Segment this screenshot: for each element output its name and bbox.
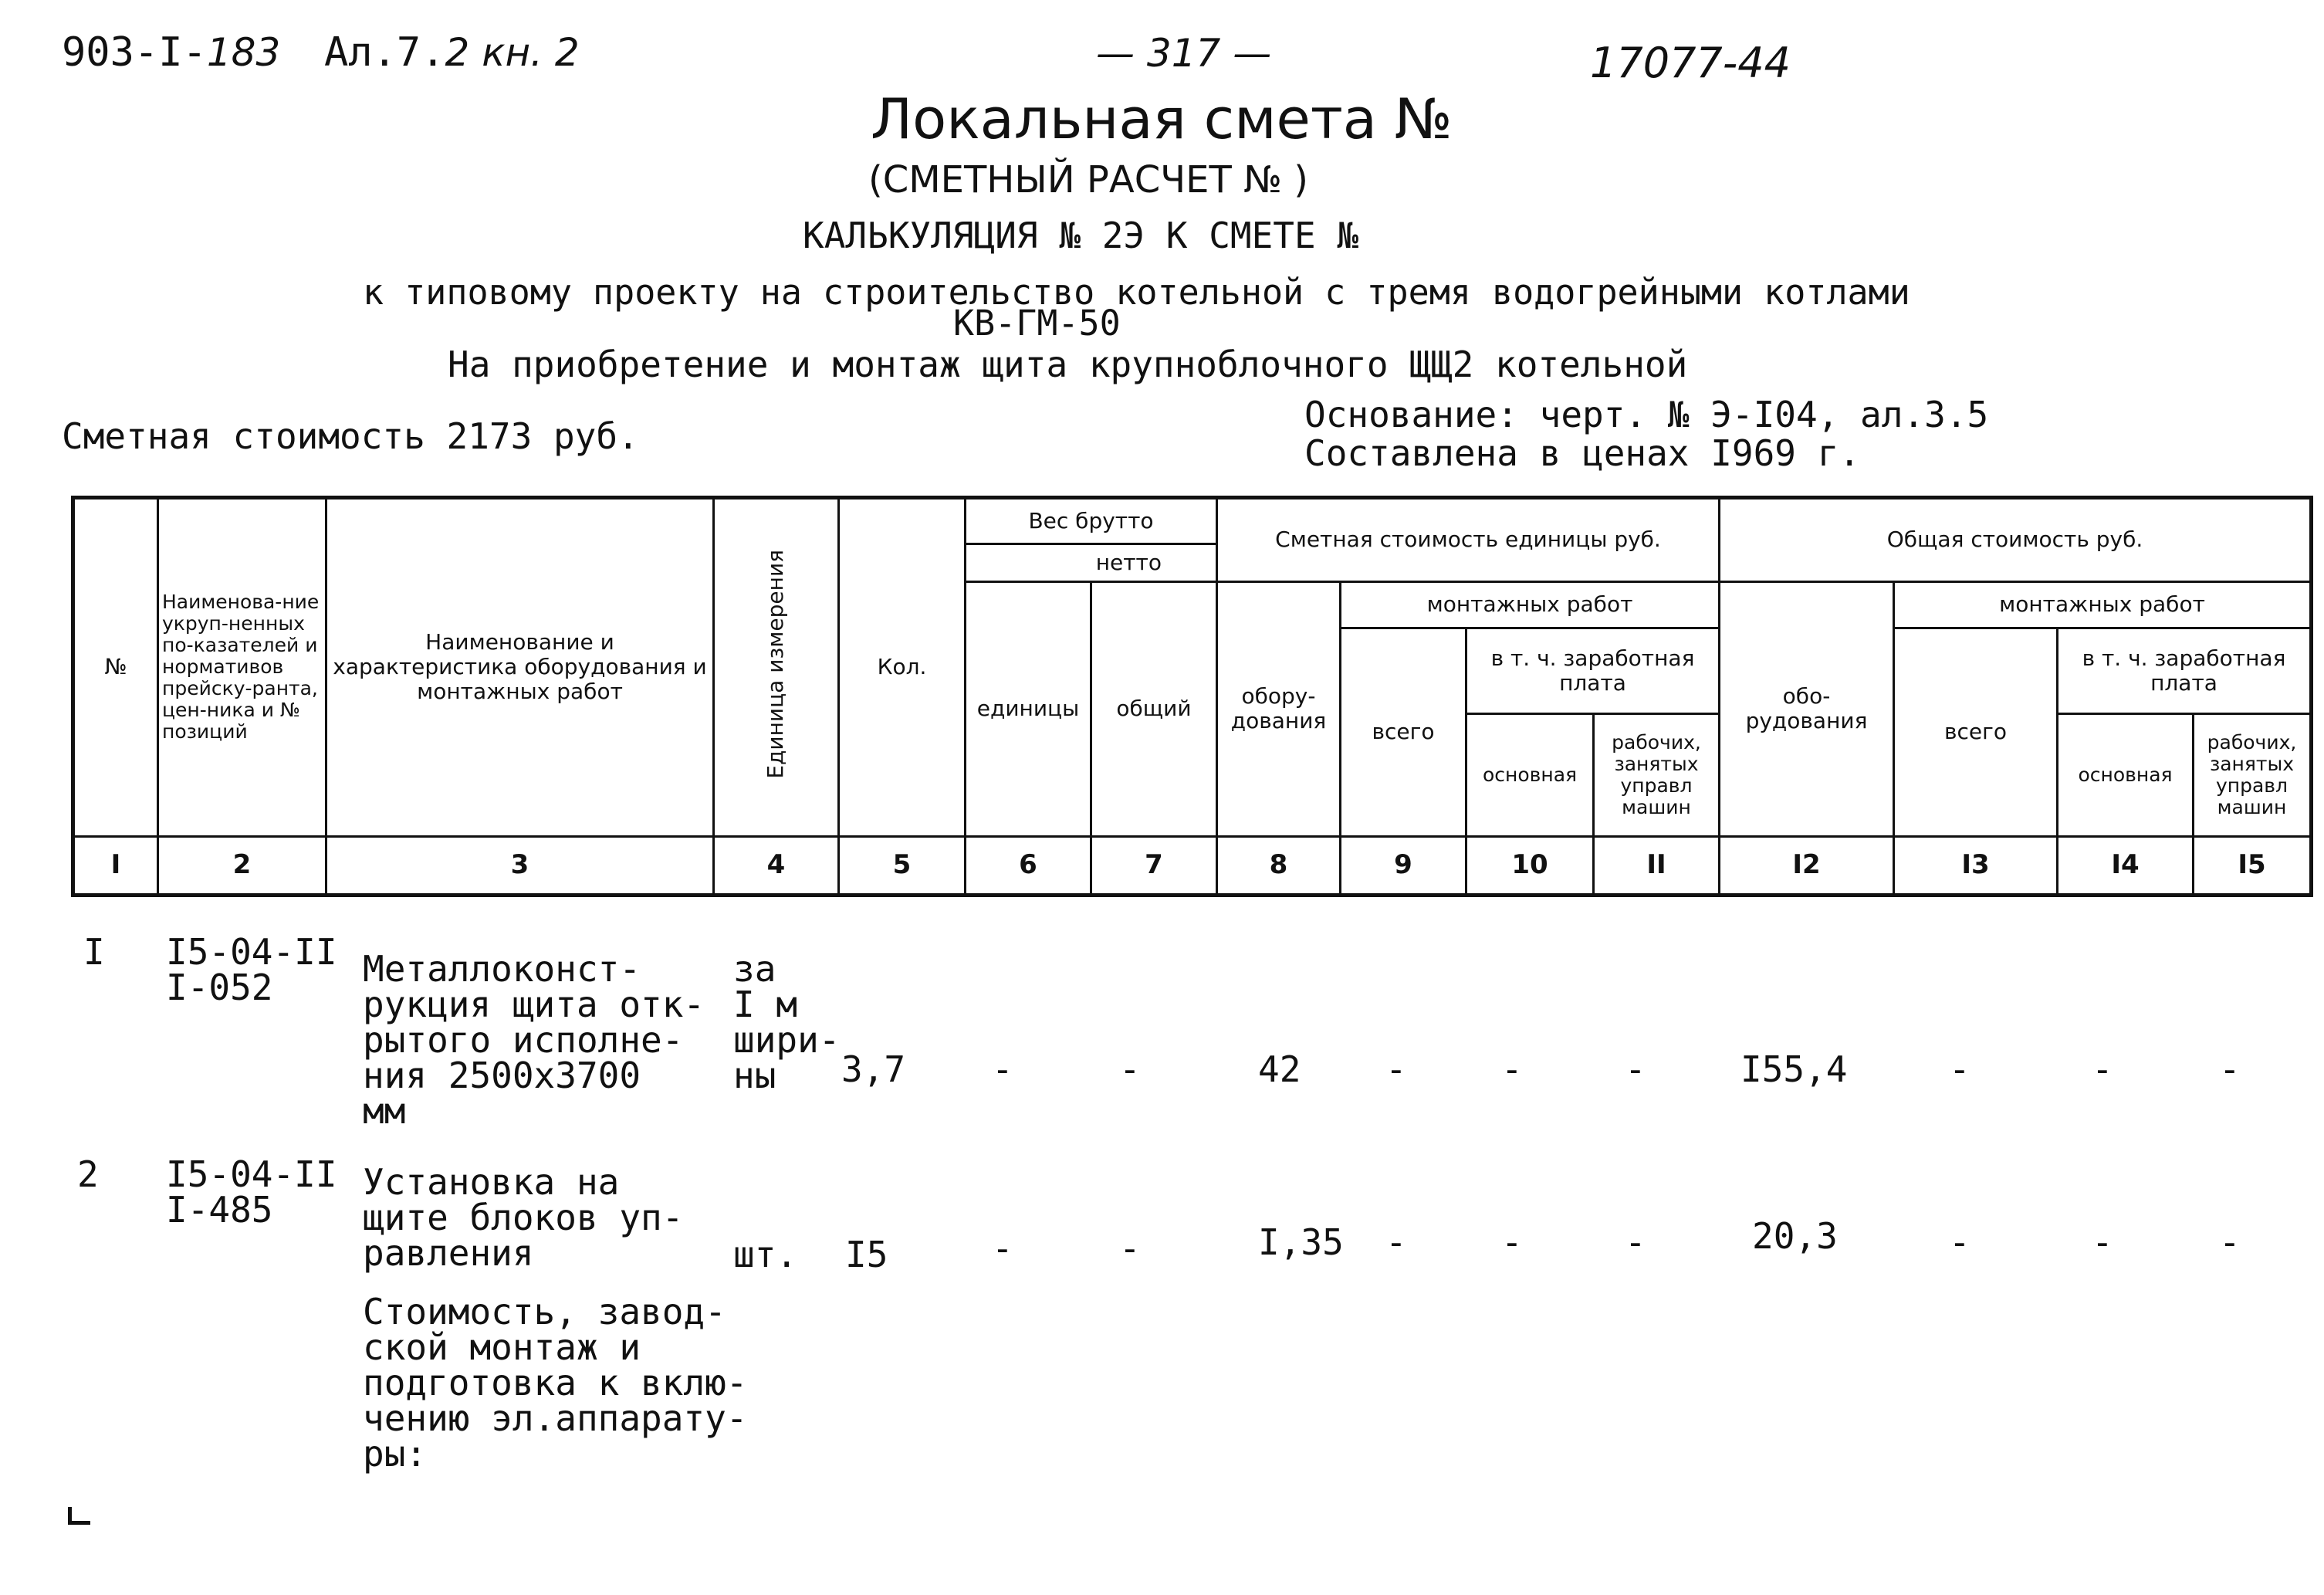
cost-note: Стоимость, завод- ской монтаж и подготовка к вклю- чению эл.аппарату- ры: <box>363 1291 748 1475</box>
col-number: 5 <box>839 836 966 895</box>
head-salary-machines-total: рабочих, занятых управл машин <box>2194 714 2312 837</box>
row-c6: - <box>992 1048 1013 1090</box>
head-weight-unit: единицы <box>966 582 1091 837</box>
col-number: II <box>1594 836 1720 895</box>
price-basis: Составлена в ценах I969 г. <box>1304 432 1861 474</box>
row-c11: - <box>1625 1048 1646 1090</box>
head-mount-all: всего <box>1341 628 1466 836</box>
basis: Основание: черт. № Э-I04, ал.3.5 <box>1304 394 1989 435</box>
row-c7: - <box>1119 1228 1141 1269</box>
head-norm-code: Наименова-ние укруп-ненных по-казателей и нормативов прейску-ранта, цен-ника и № позиций <box>158 498 326 837</box>
head-salary-main: основная <box>1466 714 1594 837</box>
row-qty: 3,7 <box>841 1048 906 1090</box>
col-number: 6 <box>966 836 1091 895</box>
col-number: I4 <box>2058 836 2194 895</box>
row-c7: - <box>1119 1048 1141 1090</box>
page-title: Локальная смета № <box>871 86 1453 151</box>
head-no: № <box>73 498 158 837</box>
row-c15: - <box>2219 1221 2241 1263</box>
col-number: 8 <box>1217 836 1341 895</box>
row-c8: I,35 <box>1258 1221 1344 1263</box>
row-c14: - <box>2092 1048 2113 1090</box>
page-number: — 317 — <box>1096 31 1272 76</box>
project-line-1: к типовому проекту на строительство котельной с тремя водогрейными котлами <box>363 272 1910 313</box>
head-weight-label: Вес брутто <box>1028 507 1154 533</box>
col-number: 4 <box>714 836 839 895</box>
estimate-table-header <box>71 496 2313 897</box>
head-mounting-total: монтажных работ <box>1894 582 2312 628</box>
col-number: I3 <box>1894 836 2058 895</box>
col-number: 2 <box>158 836 326 895</box>
row-c14: - <box>2092 1221 2113 1263</box>
col-number: 7 <box>1091 836 1217 895</box>
head-mount-all-total: всего <box>1894 628 2058 836</box>
head-unit-label: Единица измерения <box>763 550 789 780</box>
head-total-cost: Общая стоимость руб. <box>1720 498 2312 582</box>
head-mounting: монтажных работ <box>1341 582 1720 628</box>
column-numbers-row <box>73 836 2312 895</box>
album-printed: Ал.7. <box>324 29 445 76</box>
row-c8: 42 <box>1258 1048 1301 1090</box>
row-c15: - <box>2219 1048 2241 1090</box>
col-number: I <box>73 836 158 895</box>
row-c12: 20,3 <box>1752 1215 1838 1257</box>
project-line-2: КВ-ГМ-50 <box>953 303 1121 344</box>
row-c9: - <box>1385 1048 1407 1090</box>
row-c12: I55,4 <box>1740 1048 1848 1090</box>
head-salary-machines: рабочих, занятых управл машин <box>1594 714 1720 837</box>
head-weight-net: нетто <box>966 544 1217 581</box>
row-c11: - <box>1625 1221 1646 1263</box>
head-unit-cost: Сметная стоимость единицы руб. <box>1217 498 1720 582</box>
calculation-title: КАЛЬКУЛЯЦИЯ № 2Э К СМЕТЕ № <box>803 215 1359 256</box>
object-title: На приобретение и монтаж щита крупноблочного ЩЩ2 котельной <box>448 344 1688 385</box>
head-weight <box>966 498 1217 544</box>
head-qty: Кол. <box>839 498 966 837</box>
ref-number: 17077-44 <box>1590 39 1791 87</box>
head-salary-main-total: основная <box>2058 714 2194 837</box>
doc-code-handwritten: 183 <box>206 30 281 75</box>
subtitle: (СМЕТНЫЙ РАСЧЕТ № ) <box>868 158 1308 201</box>
row-unit: шт. <box>733 1234 798 1275</box>
row-no: 2 <box>77 1153 99 1195</box>
head-equipment-total: обо-рудования <box>1720 582 1894 837</box>
row-c10: - <box>1501 1048 1523 1090</box>
head-salary-total: в т. ч. заработная плата <box>2058 628 2312 713</box>
estimated-cost: Сметная стоимость 2173 руб. <box>62 415 639 457</box>
row-c9: - <box>1385 1221 1407 1263</box>
row-unit: за I м шири- ны <box>733 948 841 1096</box>
row-name: Установка на щите блоков уп- равления <box>363 1161 684 1274</box>
col-number: I2 <box>1720 836 1894 895</box>
album-number <box>324 29 580 76</box>
doc-code <box>62 29 280 76</box>
col-number: 9 <box>1341 836 1466 895</box>
head-weight-total: общий <box>1091 582 1217 837</box>
row-c10: - <box>1501 1221 1523 1263</box>
head-salary: в т. ч. заработная плата <box>1466 628 1720 713</box>
row-name: Металлоконст- рукция щита отк- рытого исполне- ния 2500х3700 мм <box>363 948 705 1132</box>
head-equipment: обору-дования <box>1217 582 1341 837</box>
col-number: I5 <box>2194 836 2312 895</box>
head-name: Наименование и характеристика оборудования и монтажных работ <box>326 498 714 837</box>
album-handwritten: 2 кн. 2 <box>445 30 580 75</box>
row-c13: - <box>1949 1221 1970 1263</box>
row-qty: I5 <box>845 1234 888 1275</box>
row-code: I5-04-II I-485 <box>166 1153 337 1231</box>
col-number: 10 <box>1466 836 1594 895</box>
row-no: I <box>83 931 105 973</box>
corner-mark <box>68 1507 90 1525</box>
row-c6: - <box>992 1228 1013 1269</box>
row-code: I5-04-II I-052 <box>166 931 337 1008</box>
head-unit <box>714 498 839 837</box>
row-c13: - <box>1949 1048 1970 1090</box>
col-number: 3 <box>326 836 714 895</box>
doc-code-printed: 903-I- <box>62 29 207 76</box>
